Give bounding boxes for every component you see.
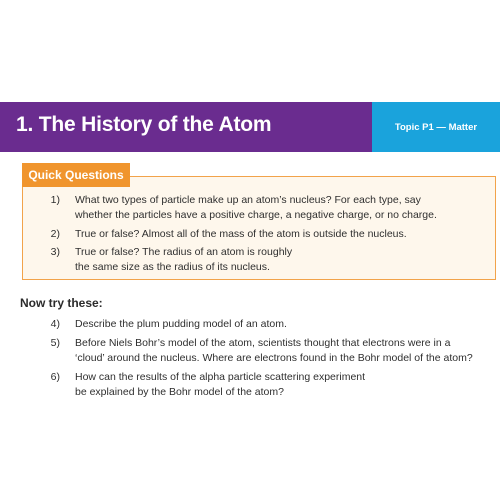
topic-label: Topic P1 — Matter	[394, 121, 478, 133]
question-line: How can the results of the alpha particle scattering experiment	[75, 371, 366, 383]
question-number: 6)	[50, 371, 60, 383]
question-text	[75, 227, 500, 242]
question-text	[75, 245, 500, 274]
question-text	[75, 317, 500, 332]
question-number: 4)	[50, 318, 60, 330]
question-line: whether the particles have a positive charge, a negative charge, or no charge.	[75, 208, 437, 221]
question-number: 3)	[50, 246, 60, 258]
quick-questions-tab	[22, 163, 130, 187]
topic-box	[372, 102, 500, 152]
question-line: What two types of particle make up an atom’s nucleus? For each type, say	[75, 194, 421, 206]
page-title: 1. The History of the Atom	[16, 113, 272, 136]
question-line: be explained by the Bohr model of the atom?	[75, 385, 284, 398]
question-number: 5)	[50, 337, 60, 349]
question-line: True or false? Almost all of the mass of the atom is outside the nucleus.	[75, 228, 407, 240]
question-line: ‘cloud’ around the nucleus. Where are electrons found in the Bohr model of the atom?	[75, 351, 473, 364]
now-try-heading: Now try these:	[20, 296, 103, 310]
question-line: Before Niels Bohr’s model of the atom, scientists thought that electrons were in a	[75, 337, 451, 349]
question-line: Describe the plum pudding model of an atom.	[75, 318, 287, 330]
question-text	[75, 336, 500, 365]
question-number: 2)	[50, 228, 60, 240]
question-number: 1)	[50, 194, 60, 206]
question-line: the same size as the radius of its nucleus.	[75, 260, 270, 273]
question-text	[75, 193, 500, 222]
quick-questions-heading: Quick Questions	[28, 168, 124, 182]
question-line: True or false? The radius of an atom is roughly	[75, 246, 293, 258]
question-text	[75, 370, 500, 399]
